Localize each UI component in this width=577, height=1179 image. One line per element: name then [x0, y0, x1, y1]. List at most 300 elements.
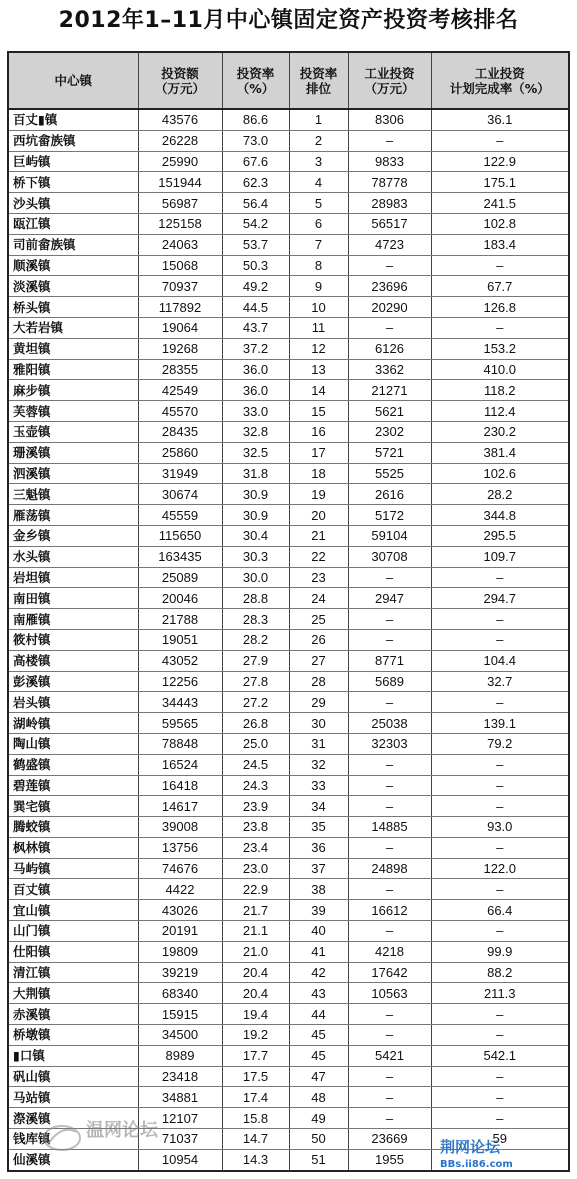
value-cell: 11	[289, 317, 348, 338]
value-cell: 34443	[138, 692, 222, 713]
value-cell: –	[348, 879, 431, 900]
value-cell: 45	[289, 1045, 348, 1066]
value-cell: 5172	[348, 505, 431, 526]
table-row	[8, 359, 569, 380]
value-cell: 23.9	[222, 796, 289, 817]
value-cell: 21	[289, 525, 348, 546]
value-cell: 139.1	[431, 713, 569, 734]
town-name-cell: 桥墩镇	[8, 1025, 138, 1046]
value-cell: 30.9	[222, 505, 289, 526]
table-row	[8, 484, 569, 505]
town-name-cell: 大荆镇	[8, 983, 138, 1004]
table-row	[8, 983, 569, 1004]
value-cell: –	[348, 796, 431, 817]
value-cell: 15068	[138, 255, 222, 276]
value-cell: 12256	[138, 671, 222, 692]
value-cell: 15915	[138, 1004, 222, 1025]
table-row	[8, 234, 569, 255]
value-cell: 125158	[138, 213, 222, 234]
value-cell: 4218	[348, 941, 431, 962]
value-cell: 43.7	[222, 317, 289, 338]
value-cell: 31	[289, 733, 348, 754]
table-row	[8, 1087, 569, 1108]
town-name-cell: 碧莲镇	[8, 775, 138, 796]
value-cell: 6	[289, 213, 348, 234]
value-cell: 5721	[348, 442, 431, 463]
town-name-cell: 岩坦镇	[8, 567, 138, 588]
value-cell: 7	[289, 234, 348, 255]
value-cell: 28	[289, 671, 348, 692]
value-cell: 70937	[138, 276, 222, 297]
watermark-right-text: 荆网论坛	[440, 1138, 501, 1156]
value-cell: 30.0	[222, 567, 289, 588]
value-cell: 163435	[138, 546, 222, 567]
value-cell: 151944	[138, 172, 222, 193]
value-cell: 5689	[348, 671, 431, 692]
value-cell: 16524	[138, 754, 222, 775]
value-cell: 10954	[138, 1149, 222, 1170]
value-cell: 19051	[138, 629, 222, 650]
value-cell: 45570	[138, 401, 222, 422]
town-name-cell: 三魁镇	[8, 484, 138, 505]
table-row	[8, 858, 569, 879]
value-cell: 9	[289, 276, 348, 297]
value-cell: –	[431, 609, 569, 630]
value-cell: 16612	[348, 900, 431, 921]
page-title: 2012年1–11月中心镇固定资产投资考核排名	[58, 8, 519, 33]
value-cell: 19268	[138, 338, 222, 359]
value-cell: 5621	[348, 401, 431, 422]
table-row	[8, 1149, 569, 1170]
header-row	[8, 52, 569, 109]
value-cell: 43576	[138, 109, 222, 130]
value-cell: 20.4	[222, 962, 289, 983]
value-cell: 14.7	[222, 1129, 289, 1150]
table-row	[8, 1108, 569, 1129]
table-row	[8, 213, 569, 234]
value-cell: 21788	[138, 609, 222, 630]
value-cell: 39219	[138, 962, 222, 983]
value-cell: 41	[289, 941, 348, 962]
value-cell: –	[431, 775, 569, 796]
value-cell: 44.5	[222, 297, 289, 318]
value-cell: 34	[289, 796, 348, 817]
value-cell: 47	[289, 1066, 348, 1087]
value-cell: 25	[289, 609, 348, 630]
value-cell: 16	[289, 421, 348, 442]
town-name-cell: 麻步镇	[8, 380, 138, 401]
value-cell: 542.1	[431, 1045, 569, 1066]
value-cell: –	[431, 629, 569, 650]
value-cell: 59104	[348, 525, 431, 546]
table-row	[8, 297, 569, 318]
town-name-cell: 赤溪镇	[8, 1004, 138, 1025]
value-cell: –	[348, 921, 431, 942]
table-row	[8, 130, 569, 151]
value-cell: 211.3	[431, 983, 569, 1004]
value-cell: 56.4	[222, 193, 289, 214]
town-name-cell: 淡溪镇	[8, 276, 138, 297]
table-row	[8, 609, 569, 630]
table-row	[8, 442, 569, 463]
value-cell: 37.2	[222, 338, 289, 359]
value-cell: 28.3	[222, 609, 289, 630]
town-name-cell: 山门镇	[8, 921, 138, 942]
value-cell: 37	[289, 858, 348, 879]
table-row	[8, 401, 569, 422]
value-cell: 5525	[348, 463, 431, 484]
table-row	[8, 713, 569, 734]
ranking-table-container	[7, 51, 568, 1172]
value-cell: 32	[289, 754, 348, 775]
value-cell: 8771	[348, 650, 431, 671]
value-cell: 25089	[138, 567, 222, 588]
table-row	[8, 671, 569, 692]
value-cell: 68340	[138, 983, 222, 1004]
value-cell: 30674	[138, 484, 222, 505]
value-cell: –	[431, 1004, 569, 1025]
value-cell: 30.3	[222, 546, 289, 567]
value-cell: 26228	[138, 130, 222, 151]
town-name-cell: 水头镇	[8, 546, 138, 567]
value-cell: 241.5	[431, 193, 569, 214]
value-cell: 34881	[138, 1087, 222, 1108]
value-cell: 14617	[138, 796, 222, 817]
town-name-cell: 沙头镇	[8, 193, 138, 214]
value-cell: 17.5	[222, 1066, 289, 1087]
value-cell: 79.2	[431, 733, 569, 754]
table-row	[8, 380, 569, 401]
value-cell: 59565	[138, 713, 222, 734]
value-cell: 18	[289, 463, 348, 484]
town-name-cell: 顺溪镇	[8, 255, 138, 276]
value-cell: 12107	[138, 1108, 222, 1129]
value-cell: 71037	[138, 1129, 222, 1150]
town-name-cell: 芙蓉镇	[8, 401, 138, 422]
value-cell: 410.0	[431, 359, 569, 380]
value-cell: –	[431, 130, 569, 151]
value-cell: 49.2	[222, 276, 289, 297]
value-cell: 12	[289, 338, 348, 359]
table-row	[8, 1025, 569, 1046]
watermark-right-url: BBs.ii86.com	[440, 1159, 513, 1170]
table-row	[8, 650, 569, 671]
town-name-cell: 大若岩镇	[8, 317, 138, 338]
table-row	[8, 255, 569, 276]
town-name-cell: 桥头镇	[8, 297, 138, 318]
value-cell: 6126	[348, 338, 431, 359]
value-cell: 23418	[138, 1066, 222, 1087]
town-name-cell: 枫林镇	[8, 837, 138, 858]
town-name-cell: 陶山镇	[8, 733, 138, 754]
value-cell: 344.8	[431, 505, 569, 526]
value-cell: 2947	[348, 588, 431, 609]
value-cell: 25860	[138, 442, 222, 463]
value-cell: 28435	[138, 421, 222, 442]
value-cell: 21271	[348, 380, 431, 401]
value-cell: 20.4	[222, 983, 289, 1004]
value-cell: 49	[289, 1108, 348, 1129]
value-cell: 8989	[138, 1045, 222, 1066]
value-cell: 8	[289, 255, 348, 276]
value-cell: –	[348, 609, 431, 630]
value-cell: 28.2	[222, 629, 289, 650]
table-row	[8, 193, 569, 214]
value-cell: –	[431, 921, 569, 942]
value-cell: –	[348, 255, 431, 276]
value-cell: 67.7	[431, 276, 569, 297]
town-name-cell: 马站镇	[8, 1087, 138, 1108]
value-cell: 24063	[138, 234, 222, 255]
table-row	[8, 941, 569, 962]
town-name-cell: 泗溪镇	[8, 463, 138, 484]
value-cell: 24898	[348, 858, 431, 879]
value-cell: –	[431, 879, 569, 900]
table-row	[8, 172, 569, 193]
value-cell: 25038	[348, 713, 431, 734]
value-cell: 17.4	[222, 1087, 289, 1108]
town-name-cell: 黄坦镇	[8, 338, 138, 359]
value-cell: 42	[289, 962, 348, 983]
value-cell: 183.4	[431, 234, 569, 255]
value-cell: –	[431, 1087, 569, 1108]
table-row	[8, 879, 569, 900]
value-cell: 29	[289, 692, 348, 713]
table-row	[8, 1066, 569, 1087]
value-cell: 13	[289, 359, 348, 380]
value-cell: 36	[289, 837, 348, 858]
value-cell: –	[348, 1066, 431, 1087]
value-cell: 67.6	[222, 151, 289, 172]
value-cell: 30	[289, 713, 348, 734]
value-cell: 32.7	[431, 671, 569, 692]
town-name-cell: 仙溪镇	[8, 1149, 138, 1170]
table-row	[8, 525, 569, 546]
town-name-cell: 腾蛟镇	[8, 817, 138, 838]
value-cell: 48	[289, 1087, 348, 1108]
town-name-cell: 珊溪镇	[8, 442, 138, 463]
table-row	[8, 796, 569, 817]
value-cell: 14.3	[222, 1149, 289, 1170]
value-cell: 56517	[348, 213, 431, 234]
value-cell: 26	[289, 629, 348, 650]
value-cell: 2302	[348, 421, 431, 442]
table-row	[8, 754, 569, 775]
value-cell: 14	[289, 380, 348, 401]
value-cell: –	[348, 837, 431, 858]
value-cell: 102.6	[431, 463, 569, 484]
value-cell: 51	[289, 1149, 348, 1170]
table-row	[8, 421, 569, 442]
value-cell: 45559	[138, 505, 222, 526]
table-row	[8, 921, 569, 942]
value-cell: –	[348, 1025, 431, 1046]
watermark-left-text: 温网论坛	[86, 1120, 158, 1141]
value-cell: 27	[289, 650, 348, 671]
value-cell: 112.4	[431, 401, 569, 422]
value-cell: 24.5	[222, 754, 289, 775]
value-cell: 28983	[348, 193, 431, 214]
town-name-cell: 清江镇	[8, 962, 138, 983]
value-cell: 115650	[138, 525, 222, 546]
table-row	[8, 817, 569, 838]
table-row	[8, 338, 569, 359]
value-cell: –	[431, 692, 569, 713]
value-cell: 78848	[138, 733, 222, 754]
value-cell: 23.4	[222, 837, 289, 858]
value-cell: 1	[289, 109, 348, 130]
town-name-cell: 百丈▮镇	[8, 109, 138, 130]
town-name-cell: 仕阳镇	[8, 941, 138, 962]
table-row	[8, 692, 569, 713]
table-row	[8, 837, 569, 858]
value-cell: 30708	[348, 546, 431, 567]
value-cell: 9833	[348, 151, 431, 172]
value-cell: 25990	[138, 151, 222, 172]
value-cell: 8306	[348, 109, 431, 130]
value-cell: –	[348, 629, 431, 650]
value-cell: 17	[289, 442, 348, 463]
value-cell: 19064	[138, 317, 222, 338]
column-header-0: 中心镇	[8, 52, 138, 109]
value-cell: 1955	[348, 1149, 431, 1170]
value-cell: 28.8	[222, 588, 289, 609]
table-row	[8, 900, 569, 921]
value-cell: 21.7	[222, 900, 289, 921]
value-cell: 31.8	[222, 463, 289, 484]
value-cell: 62.3	[222, 172, 289, 193]
value-cell: 20191	[138, 921, 222, 942]
town-name-cell: 彭溪镇	[8, 671, 138, 692]
value-cell: 19809	[138, 941, 222, 962]
town-name-cell: 马屿镇	[8, 858, 138, 879]
table-header	[8, 52, 569, 109]
town-name-cell: 高楼镇	[8, 650, 138, 671]
table-row	[8, 1045, 569, 1066]
value-cell: 30.9	[222, 484, 289, 505]
value-cell: 17642	[348, 962, 431, 983]
town-name-cell: 漈溪镇	[8, 1108, 138, 1129]
value-cell: 10	[289, 297, 348, 318]
value-cell: –	[431, 1108, 569, 1129]
table-row	[8, 733, 569, 754]
value-cell: –	[348, 775, 431, 796]
value-cell: 33	[289, 775, 348, 796]
town-name-cell: 南雁镇	[8, 609, 138, 630]
value-cell: 109.7	[431, 546, 569, 567]
value-cell: 56987	[138, 193, 222, 214]
value-cell: 5	[289, 193, 348, 214]
town-name-cell: 巨屿镇	[8, 151, 138, 172]
value-cell: 45	[289, 1025, 348, 1046]
value-cell: 15.8	[222, 1108, 289, 1129]
table-row	[8, 629, 569, 650]
value-cell: 42549	[138, 380, 222, 401]
table-row	[8, 151, 569, 172]
value-cell: 28.2	[431, 484, 569, 505]
value-cell: –	[431, 317, 569, 338]
value-cell: 74676	[138, 858, 222, 879]
value-cell: 13756	[138, 837, 222, 858]
table-row	[8, 109, 569, 130]
town-name-cell: 西坑畲族镇	[8, 130, 138, 151]
value-cell: 78778	[348, 172, 431, 193]
value-cell: 230.2	[431, 421, 569, 442]
town-name-cell: 筱村镇	[8, 629, 138, 650]
value-cell: 36.0	[222, 380, 289, 401]
value-cell: 23696	[348, 276, 431, 297]
value-cell: 24.3	[222, 775, 289, 796]
town-name-cell: 金乡镇	[8, 525, 138, 546]
value-cell: 53.7	[222, 234, 289, 255]
value-cell: –	[348, 692, 431, 713]
value-cell: 34500	[138, 1025, 222, 1046]
value-cell: 54.2	[222, 213, 289, 234]
value-cell: 44	[289, 1004, 348, 1025]
value-cell: 43	[289, 983, 348, 1004]
column-header-2: 投资率 （%）	[222, 52, 289, 109]
column-header-3: 投资率 排位	[289, 52, 348, 109]
value-cell: 38	[289, 879, 348, 900]
value-cell: 86.6	[222, 109, 289, 130]
value-cell: 23.0	[222, 858, 289, 879]
ranking-table	[7, 51, 570, 1172]
town-name-cell: 岩头镇	[8, 692, 138, 713]
value-cell: 20290	[348, 297, 431, 318]
value-cell: 19	[289, 484, 348, 505]
value-cell: –	[431, 567, 569, 588]
town-name-cell: 巽宅镇	[8, 796, 138, 817]
column-header-1: 投资额 （万元）	[138, 52, 222, 109]
value-cell: 32303	[348, 733, 431, 754]
value-cell: 294.7	[431, 588, 569, 609]
column-header-5: 工业投资 计划完成率（%）	[431, 52, 569, 109]
value-cell: –	[431, 1025, 569, 1046]
table-row	[8, 567, 569, 588]
town-name-cell: 雅阳镇	[8, 359, 138, 380]
value-cell: –	[348, 567, 431, 588]
value-cell: 24	[289, 588, 348, 609]
value-cell: 117892	[138, 297, 222, 318]
value-cell: –	[348, 1004, 431, 1025]
table-row	[8, 775, 569, 796]
town-name-cell: 矾山镇	[8, 1066, 138, 1087]
value-cell: 33.0	[222, 401, 289, 422]
table-row	[8, 1129, 569, 1150]
value-cell: 40	[289, 921, 348, 942]
value-cell: 28355	[138, 359, 222, 380]
value-cell: 4422	[138, 879, 222, 900]
value-cell: 21.0	[222, 941, 289, 962]
table-row	[8, 276, 569, 297]
value-cell: 99.9	[431, 941, 569, 962]
value-cell: 39	[289, 900, 348, 921]
value-cell: 23669	[348, 1129, 431, 1150]
value-cell: 104.4	[431, 650, 569, 671]
value-cell: 32.8	[222, 421, 289, 442]
value-cell: –	[348, 1087, 431, 1108]
value-cell: 126.8	[431, 297, 569, 318]
town-name-cell: 瓯江镇	[8, 213, 138, 234]
value-cell: 35	[289, 817, 348, 838]
value-cell: –	[431, 1066, 569, 1087]
value-cell: 10563	[348, 983, 431, 1004]
value-cell: 25.0	[222, 733, 289, 754]
column-header-4: 工业投资 （万元）	[348, 52, 431, 109]
value-cell: 122.9	[431, 151, 569, 172]
town-name-cell: 南田镇	[8, 588, 138, 609]
value-cell: 26.8	[222, 713, 289, 734]
